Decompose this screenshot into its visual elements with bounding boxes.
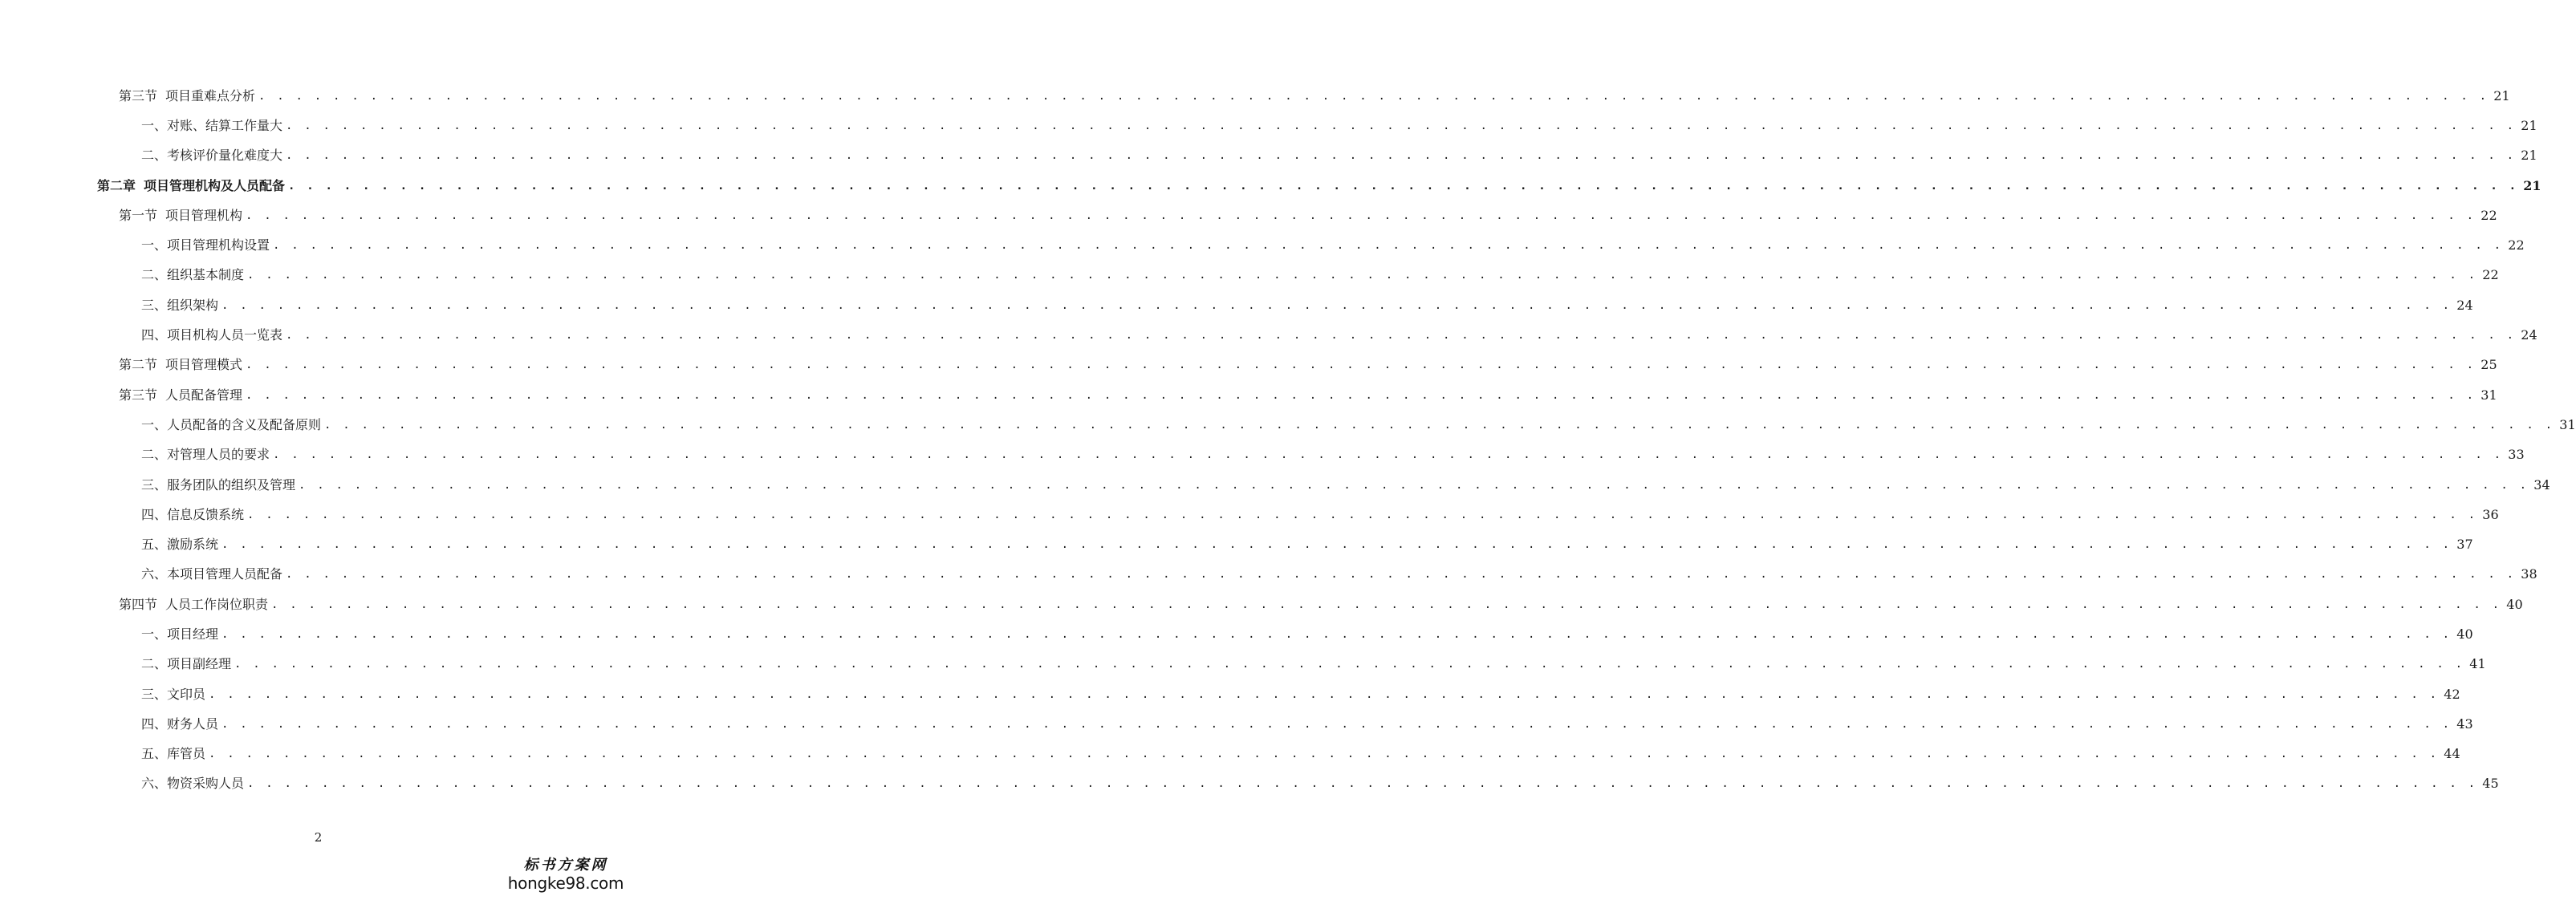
- toc-entry-label: 项目重难点分析: [165, 87, 256, 103]
- toc-entry-title: [141, 716, 218, 732]
- toc-entry-label: 三、服务团队的组织及管理: [141, 476, 296, 493]
- toc-entry-page: 37: [2456, 537, 2473, 553]
- toc-dot-leader: . . . . . . . . . . . . . . . . . . . . . . . . . . . . . . . . . . . . . . . . . . . . . . . . . . . . . . . . . . . . . . . . . . . . . . . . . . . . . . . . . . . . . . . . . . . . . . . . . . . . . . . . . . . . . . . . . . . . . . . .: [273, 239, 2504, 253]
- toc-entry-label: 五、库管员: [141, 746, 206, 762]
- toc-entry-number: 第四节: [119, 596, 158, 612]
- toc-entry-label: 五、激励系统: [141, 537, 219, 553]
- toc-dot-leader: . . . . . . . . . . . . . . . . . . . . . . . . . . . . . . . . . . . . . . . . . . . . . . . . . . . . . . . . . . . . . . . . . . . . . . . . . . . . . . . . . . . . . . . . . . . . . . . . . . . . . . . . . . . . . . . . . . . . . . . .: [221, 627, 2452, 641]
- toc-entry-number: 第二章: [97, 177, 136, 193]
- toc-entry[interactable]: [0, 410, 2576, 440]
- table-of-contents: [0, 81, 2576, 799]
- toc-entry-title: [141, 687, 205, 703]
- toc-entry[interactable]: [0, 230, 2525, 260]
- toc-entry[interactable]: [0, 171, 2541, 201]
- toc-entry[interactable]: [0, 560, 2537, 590]
- toc-entry-number: 第三节: [119, 87, 158, 103]
- toc-entry-page: 40: [2456, 626, 2473, 642]
- toc-dot-leader: . . . . . . . . . . . . . . . . . . . . . . . . . . . . . . . . . . . . . . . . . . . . . . . . . . . . . . . . . . . . . . . . . . . . . . . . . . . . . . . . . . . . . . . . . . . . . . . . . . . . . . . . . . . . . . . . . . . . . . . .: [299, 478, 2529, 492]
- toc-entry-page: 21: [2523, 177, 2541, 193]
- toc-entry-page: 33: [2508, 447, 2525, 463]
- toc-entry[interactable]: [0, 529, 2473, 559]
- toc-entry-page: 24: [2521, 327, 2537, 343]
- toc-entry-label: 六、本项目管理人员配备: [141, 566, 283, 582]
- toc-entry-number: 第一节: [119, 207, 158, 223]
- toc-entry-label: 一、项目经理: [141, 626, 219, 642]
- toc-entry-page: 43: [2456, 716, 2473, 732]
- toc-dot-leader: . . . . . . . . . . . . . . . . . . . . . . . . . . . . . . . . . . . . . . . . . . . . . . . . . . . . . . . . . . . . . . . . . . . . . . . . . . . . . . . . . . . . . . . . . . . . . . . . . . . . . . . . . . . . . . . . . . . . . . . .: [247, 777, 2478, 791]
- toc-dot-leader: . . . . . . . . . . . . . . . . . . . . . . . . . . . . . . . . . . . . . . . . . . . . . . . . . . . . . . . . . . . . . . . . . . . . . . . . . . . . . . . . . . . . . . . . . . . . . . . . . . . . . . . . . . . . . . . . . . . . . . . .: [221, 717, 2452, 731]
- toc-entry[interactable]: [0, 380, 2497, 410]
- toc-entry-page: 40: [2506, 596, 2523, 612]
- toc-dot-leader: . . . . . . . . . . . . . . . . . . . . . . . . . . . . . . . . . . . . . . . . . . . . . . . . . . . . . . . . . . . . . . . . . . . . . . . . . . . . . . . . . . . . . . . . . . . . . . . . . . . . . . . . . . . . . . . . . . . . . . . .: [247, 269, 2478, 282]
- toc-entry-label: 人员配备管理: [165, 387, 243, 403]
- toc-entry-title: [119, 357, 242, 373]
- toc-entry-title: [119, 208, 242, 224]
- toc-entry-label: 四、信息反馈系统: [141, 506, 245, 522]
- toc-entry-page: 24: [2456, 297, 2473, 313]
- toc-entry-title: [141, 237, 270, 253]
- toc-dot-leader: . . . . . . . . . . . . . . . . . . . . . . . . . . . . . . . . . . . . . . . . . . . . . . . . . . . . . . . . . . . . . . . . . . . . . . . . . . . . . . . . . . . . . . . . . . . . . . . . . . . . . . . . . . . . . . . . . . . . . . . .: [247, 508, 2478, 521]
- toc-entry-page: 34: [2533, 476, 2550, 493]
- toc-entry-title: [141, 507, 244, 523]
- toc-entry-label: 三、组织架构: [141, 297, 219, 313]
- toc-dot-leader: . . . . . . . . . . . . . . . . . . . . . . . . . . . . . . . . . . . . . . . . . . . . . . . . . . . . . . . . . . . . . . . . . . . . . . . . . . . . . . . . . . . . . . . . . . . . . . . . . . . . . . . . . . . . . . . . . . . . . . . .: [246, 359, 2476, 372]
- toc-entry-label: 二、考核评价量化难度大: [141, 148, 283, 164]
- toc-entry-label: 六、物资采购人员: [141, 776, 245, 792]
- toc-entry-title: [119, 387, 242, 403]
- toc-entry-title: [141, 566, 282, 582]
- toc-entry[interactable]: [0, 619, 2473, 649]
- toc-entry[interactable]: [0, 141, 2537, 171]
- toc-entry[interactable]: [0, 740, 2460, 769]
- toc-entry[interactable]: [0, 650, 2486, 679]
- toc-dot-leader: . . . . . . . . . . . . . . . . . . . . . . . . . . . . . . . . . . . . . . . . . . . . . . . . . . . . . . . . . . . . . . . . . . . . . . . . . . . . . . . . . . . . . . . . . . . . . . . . . . . . . . . . . . . . . . . . . . . . . . . .: [234, 658, 2465, 671]
- toc-entry-page: 21: [2521, 117, 2537, 133]
- toc-entry-label: 项目管理机构及人员配备: [144, 177, 286, 193]
- toc-entry[interactable]: [0, 440, 2525, 470]
- toc-entry-label: 二、组织基本制度: [141, 267, 245, 283]
- toc-entry[interactable]: [0, 709, 2473, 739]
- toc-entry-title: [141, 746, 205, 762]
- toc-dot-leader: . . . . . . . . . . . . . . . . . . . . . . . . . . . . . . . . . . . . . . . . . . . . . . . . . . . . . . . . . . . . . . . . . . . . . . . . . . . . . . . . . . . . . . . . . . . . . . . . . . . . . . . . . . . . . . . . . . . . . . . .: [258, 89, 2489, 103]
- toc-entry-title: [141, 327, 282, 343]
- toc-entry-page: 41: [2469, 656, 2486, 672]
- toc-entry-page: 42: [2444, 686, 2460, 702]
- toc-entry-page: 22: [2482, 267, 2499, 283]
- toc-entry-title: [97, 178, 285, 194]
- toc-entry-title: [141, 148, 282, 164]
- toc-entry-page: 38: [2521, 566, 2537, 582]
- toc-dot-leader: . . . . . . . . . . . . . . . . . . . . . . . . . . . . . . . . . . . . . . . . . . . . . . . . . . . . . . . . . . . . . . . . . . . . . . . . . . . . . . . . . . . . . . . . . . . . . . . . . . . . . . . . . . . . . . . . . . . . . . . .: [246, 388, 2476, 402]
- toc-entry-page: 21: [2521, 148, 2537, 164]
- toc-entry-title: [141, 537, 218, 553]
- toc-entry-page: 22: [2508, 237, 2525, 253]
- toc-entry-title: [141, 447, 270, 463]
- toc-entry[interactable]: [0, 261, 2499, 290]
- toc-entry-title: [119, 597, 268, 613]
- watermark-logo: [506, 857, 626, 892]
- toc-entry-title: [141, 626, 218, 643]
- toc-entry-number: 第三节: [119, 387, 158, 403]
- toc-entry-title: [141, 656, 231, 672]
- toc-dot-leader: . . . . . . . . . . . . . . . . . . . . . . . . . . . . . . . . . . . . . . . . . . . . . . . . . . . . . . . . . . . . . . . . . . . . . . . . . . . . . . . . . . . . . . . . . . . . . . . . . . . . . . . . . . . . . . . . . . . . . . . .: [286, 329, 2517, 343]
- toc-dot-leader: . . . . . . . . . . . . . . . . . . . . . . . . . . . . . . . . . . . . . . . . . . . . . . . . . . . . . . . . . . . . . . . . . . . . . . . . . . . . . . . . . . . . . . . . . . . . . . . . . . . . . . . . . . . . . . . . . . . . . . . .: [221, 298, 2452, 312]
- toc-entry-page: 31: [2559, 416, 2576, 432]
- toc-dot-leader: . . . . . . . . . . . . . . . . . . . . . . . . . . . . . . . . . . . . . . . . . . . . . . . . . . . . . . . . . . . . . . . . . . . . . . . . . . . . . . . . . . . . . . . . . . . . . . . . . . . . . . . . . . . . . . . . . . . . . . . .: [273, 448, 2504, 462]
- toc-entry[interactable]: [0, 679, 2460, 709]
- toc-entry[interactable]: [0, 201, 2497, 230]
- toc-entry-label: 项目管理机构: [165, 207, 243, 223]
- toc-entry-title: [119, 88, 255, 104]
- toc-entry-title: [141, 298, 218, 314]
- toc-dot-leader: . . . . . . . . . . . . . . . . . . . . . . . . . . . . . . . . . . . . . . . . . . . . . . . . . . . . . . . . . . . . . . . . . . . . . . . . . . . . . . . . . . . . . . . . . . . . . . . . . . . . . . . . . . . . . . . . . . . . . . . .: [271, 598, 2502, 611]
- toc-entry-label: 一、人员配备的含义及配备原则: [141, 416, 322, 432]
- toc-entry[interactable]: [0, 351, 2497, 380]
- toc-entry-label: 三、文印员: [141, 686, 206, 702]
- toc-entry[interactable]: [0, 590, 2523, 619]
- toc-entry-title: [141, 417, 321, 433]
- toc-dot-leader: . . . . . . . . . . . . . . . . . . . . . . . . . . . . . . . . . . . . . . . . . . . . . . . . . . . . . . . . . . . . . . . . . . . . . . . . . . . . . . . . . . . . . . . . . . . . . . . . . . . . . . . . . . . . . . . . . . . . . . . .: [288, 179, 2519, 193]
- watermark-title: 标书方案网: [523, 857, 608, 874]
- toc-entry-label: 项目管理模式: [165, 357, 243, 373]
- toc-entry-label: 二、对管理人员的要求: [141, 447, 270, 463]
- toc-entry[interactable]: [0, 290, 2473, 320]
- toc-entry-page: 44: [2444, 746, 2460, 762]
- toc-entry-title: [141, 118, 282, 134]
- toc-entry-page: 45: [2482, 776, 2499, 792]
- toc-entry-label: 一、项目管理机构设置: [141, 237, 270, 253]
- toc-dot-leader: . . . . . . . . . . . . . . . . . . . . . . . . . . . . . . . . . . . . . . . . . . . . . . . . . . . . . . . . . . . . . . . . . . . . . . . . . . . . . . . . . . . . . . . . . . . . . . . . . . . . . . . . . . . . . . . . . . . . . . . .: [286, 149, 2517, 163]
- toc-entry[interactable]: [0, 769, 2499, 799]
- toc-entry[interactable]: [0, 470, 2550, 500]
- toc-dot-leader: . . . . . . . . . . . . . . . . . . . . . . . . . . . . . . . . . . . . . . . . . . . . . . . . . . . . . . . . . . . . . . . . . . . . . . . . . . . . . . . . . . . . . . . . . . . . . . . . . . . . . . . . . . . . . . . . . . . . . . . .: [209, 748, 2440, 761]
- toc-entry-page: 31: [2481, 387, 2497, 403]
- toc-entry-title: [141, 477, 295, 493]
- toc-entry-label: 一、对账、结算工作量大: [141, 117, 283, 133]
- toc-dot-leader: . . . . . . . . . . . . . . . . . . . . . . . . . . . . . . . . . . . . . . . . . . . . . . . . . . . . . . . . . . . . . . . . . . . . . . . . . . . . . . . . . . . . . . . . . . . . . . . . . . . . . . . . . . . . . . . . . . . . . . . .: [221, 538, 2452, 552]
- toc-entry-title: [141, 776, 244, 792]
- toc-entry-page: 21: [2493, 87, 2510, 103]
- toc-entry-number: 第二节: [119, 357, 158, 373]
- page-number: 2: [314, 830, 323, 845]
- toc-dot-leader: . . . . . . . . . . . . . . . . . . . . . . . . . . . . . . . . . . . . . . . . . . . . . . . . . . . . . . . . . . . . . . . . . . . . . . . . . . . . . . . . . . . . . . . . . . . . . . . . . . . . . . . . . . . . . . . . . . . . . . . .: [246, 209, 2476, 222]
- toc-entry-page: 25: [2481, 357, 2497, 373]
- watermark-url: hongke98.com: [507, 874, 624, 893]
- toc-entry-label: 二、项目副经理: [141, 656, 232, 672]
- toc-entry-page: 22: [2481, 207, 2497, 223]
- toc-entry[interactable]: [0, 81, 2510, 111]
- toc-entry-label: 四、财务人员: [141, 716, 219, 732]
- toc-entry[interactable]: [0, 111, 2537, 140]
- toc-dot-leader: . . . . . . . . . . . . . . . . . . . . . . . . . . . . . . . . . . . . . . . . . . . . . . . . . . . . . . . . . . . . . . . . . . . . . . . . . . . . . . . . . . . . . . . . . . . . . . . . . . . . . . . . . . . . . . . . . . . . . . . .: [286, 119, 2517, 132]
- toc-entry[interactable]: [0, 500, 2499, 529]
- toc-entry-label: 四、项目机构人员一览表: [141, 327, 283, 343]
- toc-dot-leader: . . . . . . . . . . . . . . . . . . . . . . . . . . . . . . . . . . . . . . . . . . . . . . . . . . . . . . . . . . . . . . . . . . . . . . . . . . . . . . . . . . . . . . . . . . . . . . . . . . . . . . . . . . . . . . . . . . . . . . . .: [324, 418, 2555, 432]
- toc-dot-leader: . . . . . . . . . . . . . . . . . . . . . . . . . . . . . . . . . . . . . . . . . . . . . . . . . . . . . . . . . . . . . . . . . . . . . . . . . . . . . . . . . . . . . . . . . . . . . . . . . . . . . . . . . . . . . . . . . . . . . . . .: [286, 568, 2517, 582]
- toc-dot-leader: . . . . . . . . . . . . . . . . . . . . . . . . . . . . . . . . . . . . . . . . . . . . . . . . . . . . . . . . . . . . . . . . . . . . . . . . . . . . . . . . . . . . . . . . . . . . . . . . . . . . . . . . . . . . . . . . . . . . . . . .: [209, 687, 2440, 701]
- toc-entry-title: [141, 267, 244, 283]
- toc-entry-page: 36: [2482, 506, 2499, 522]
- toc-entry[interactable]: [0, 320, 2537, 350]
- toc-entry-label: 人员工作岗位职责: [165, 596, 269, 612]
